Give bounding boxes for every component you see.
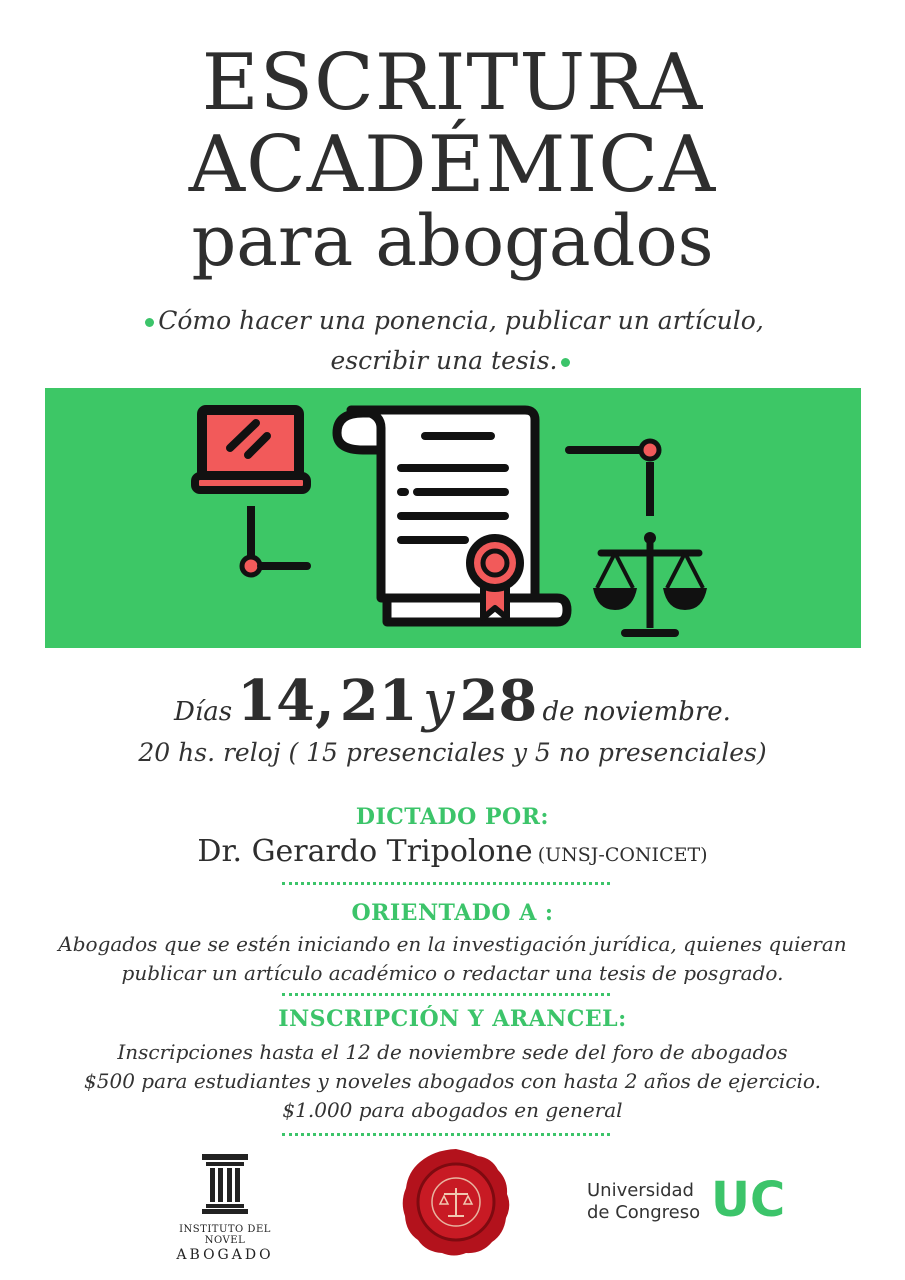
universidad-line-1: Universidad [587,1180,694,1201]
orientado-heading: ORIENTADO A : [351,900,554,926]
instituto-line-1: INSTITUTO DEL NOVEL [179,1224,271,1246]
inscripcion-line-2: $500 para estudiantes y noveles abogados con hasta 2 años de ejercicio. [84,1069,821,1093]
instituto-logo [160,1152,290,1263]
document-scroll-icon [337,410,567,622]
dotted-divider [282,993,610,996]
course-dates [0,668,905,734]
universidad-congreso-logo [587,1172,797,1230]
dates-suffix: de noviembre. [542,697,731,727]
laptop-icon [195,410,307,490]
instructor [0,834,905,869]
instructor-name: Dr. Gerardo Tripolone [197,834,533,869]
subtitle-text-2: escribir una tesis. [330,346,558,375]
title-line-2: ACADÉMICA [188,120,717,210]
inscripcion-text [0,1038,905,1125]
date-3: 28 [459,668,538,734]
foro-seal-logo [400,1146,512,1258]
orientado-line-1: Abogados que se estén iniciando en la investigación jurídica, quienes quieran [58,932,847,956]
orientado-text [0,930,905,988]
dotted-divider [282,882,610,885]
title-line-3: para abogados [191,200,714,282]
instituto-line-2: ABOGADO [176,1247,274,1263]
date-2: 21 [339,668,418,734]
inscripcion-heading: INSCRIPCIÓN Y ARANCEL: [278,1006,627,1032]
dictado-heading: DICTADO POR: [355,804,550,830]
banner-illustration [45,388,861,648]
subtitle-line-1 [0,306,905,335]
dotted-divider [282,1133,610,1136]
scales-of-justice-icon [593,532,707,633]
course-hours: 20 hs. reloj ( 15 presenciales y 5 no presenciales) [138,738,767,767]
dates-conjunction: y [422,669,455,734]
inscripcion-line-1: Inscripciones hasta el 12 de noviembre sede del foro de abogados [117,1040,788,1064]
subtitle-line-2 [0,346,905,375]
date-1: 14, [237,668,335,734]
column-icon [160,1152,290,1214]
orientado-line-2: publicar un artículo académico o redactar una tesis de posgrado. [121,961,784,985]
title-line-1: ESCRITURA [201,38,704,128]
instructor-affiliation: (UNSJ-CONICET) [537,844,708,866]
hero-banner [45,388,861,648]
wax-seal-icon [400,1146,512,1258]
uc-mark: UC [711,1172,786,1228]
universidad-line-2: de Congreso [587,1202,701,1223]
bullet-dot-icon [561,358,570,367]
subtitle-text-1: Cómo hacer una ponencia, publicar un artículo, [158,306,764,335]
bullet-dot-icon [145,318,154,327]
connector-node-icon [242,506,307,575]
connector-node-icon [569,441,659,516]
inscripcion-line-3: $1.000 para abogados en general [282,1098,623,1122]
dates-prefix: Días [174,697,233,727]
